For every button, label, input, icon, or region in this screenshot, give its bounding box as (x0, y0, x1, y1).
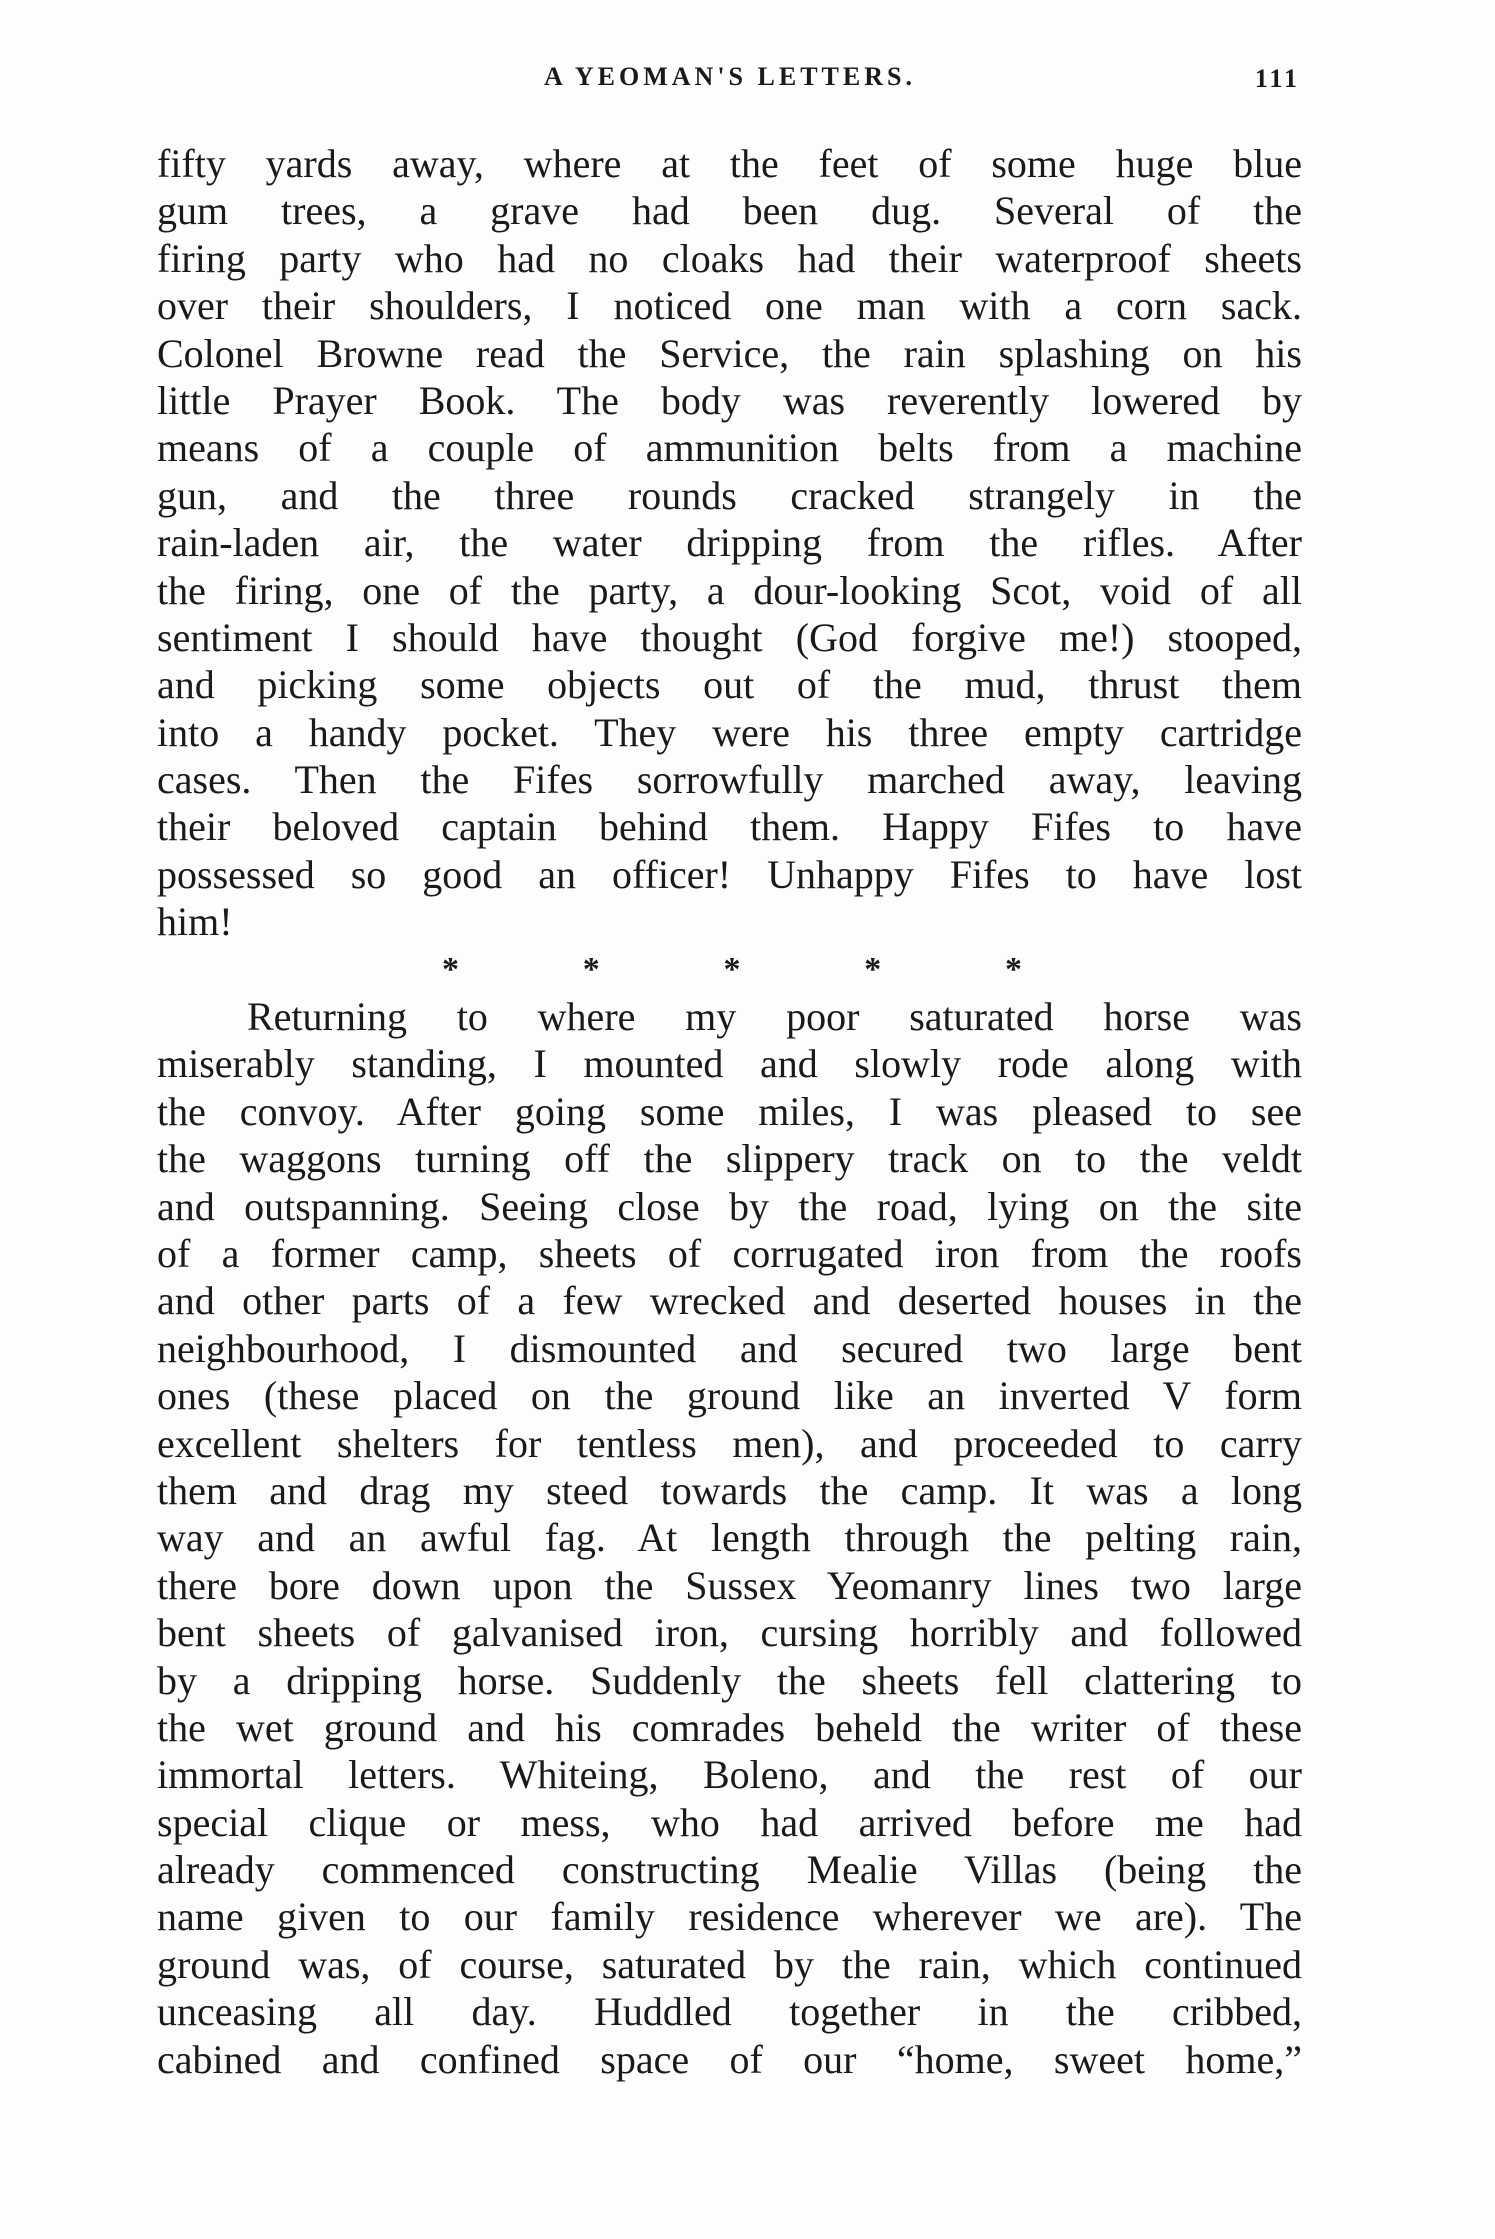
text-line: immortal letters. Whiteing, Boleno, and the rest of our (157, 1752, 1302, 1798)
text-line: little Prayer Book. The body was reverently lowered by (157, 377, 1302, 423)
text-line: fifty yards away, where at the feet of some huge blue (157, 141, 1302, 186)
text-line: their beloved captain behind them. Happy Fifes to have (157, 804, 1302, 850)
text-line: means of a couple of ammunition belts from a machine (157, 425, 1302, 471)
section-separator (442, 946, 1022, 993)
text-line: already commenced constructing Mealie Villas (being the (157, 1847, 1302, 1893)
text-line: cabined and confined space of our “home, sweet home,” (157, 2036, 1302, 2082)
paragraph-1 (157, 140, 1302, 946)
text-line: the waggons turning off the slippery track on to the veldt (157, 1136, 1302, 1182)
text-line: miserably standing, I mounted and slowly rode along with (157, 1041, 1302, 1087)
text-line: Returning to where my poor saturated horse was (247, 994, 1302, 1040)
text-line: of a former camp, sheets of corrugated iron from the roofs (157, 1230, 1302, 1276)
text-line: and picking some objects out of the mud, thrust them (157, 662, 1302, 708)
text-line: the convoy. After going some miles, I was pleased to see (157, 1088, 1302, 1134)
asterisk-glyph: * (442, 950, 459, 988)
asterisk-glyph: * (1005, 950, 1022, 988)
text-line: possessed so good an officer! Unhappy Fifes to have lost (157, 851, 1302, 897)
text-line: gun, and the three rounds cracked strangely in the (157, 472, 1302, 518)
text-line: special clique or mess, who had arrived before me had (157, 1799, 1302, 1845)
text-line: cases. Then the Fifes sorrowfully marched away, leaving (157, 757, 1302, 803)
asterisk-glyph: * (582, 950, 600, 988)
text-line: unceasing all day. Huddled together in the cribbed, (157, 1989, 1302, 2035)
page-number: 111 (1254, 64, 1300, 93)
text-line: firing party who had no cloaks had their waterproof sheets (157, 235, 1302, 281)
text-line: them and drag my steed towards the camp. It was a long (157, 1467, 1302, 1513)
text-line: neighbourhood, I dismounted and secured two large bent (157, 1325, 1302, 1371)
running-title: A YEOMAN'S LETTERS. (544, 62, 916, 91)
text-line: bent sheets of galvanised iron, cursing horribly and followed (157, 1610, 1302, 1656)
text-line: gum trees, a grave had been dug. Several of the (157, 188, 1302, 234)
running-head (160, 62, 1300, 102)
text-line: the firing, one of the party, a dour-looking Scot, void of all (157, 567, 1302, 613)
text-line: sentiment I should have thought (God forgive me!) stooped, (157, 614, 1302, 660)
text-line: over their shoulders, I noticed one man with a corn sack. (157, 283, 1302, 329)
text-line: Colonel Browne read the Service, the rain splashing on his (157, 330, 1302, 376)
text-line: name given to our family residence wherever we are). The (157, 1894, 1302, 1940)
text-line: ground was, of course, saturated by the rain, which continued (157, 1941, 1302, 1987)
text-line: and other parts of a few wrecked and deserted houses in the (157, 1278, 1302, 1324)
body-text (157, 140, 1302, 2083)
text-line: and outspanning. Seeing close by the road, lying on the site (157, 1183, 1302, 1229)
text-line: there bore down upon the Sussex Yeomanry lines two large (157, 1562, 1302, 1608)
text-line: into a handy pocket. They were his three empty cartridge (157, 709, 1302, 755)
text-line: him! (157, 899, 233, 945)
text-line: rain-laden air, the water dripping from the rifles. After (157, 520, 1302, 566)
text-line: ones (these placed on the ground like an inverted V form (157, 1373, 1302, 1419)
text-line: excellent shelters for tentless men), and proceeded to carry (157, 1420, 1302, 1466)
asterisk-glyph: * (723, 950, 741, 988)
asterisk-glyph: * (864, 950, 882, 988)
text-line: way and an awful fag. At length through the pelting rain, (157, 1515, 1302, 1561)
text-line: by a dripping horse. Suddenly the sheets fell clattering to (157, 1657, 1302, 1703)
text-line: the wet ground and his comrades beheld the writer of these (157, 1704, 1302, 1750)
paragraph-2 (157, 993, 1302, 2083)
